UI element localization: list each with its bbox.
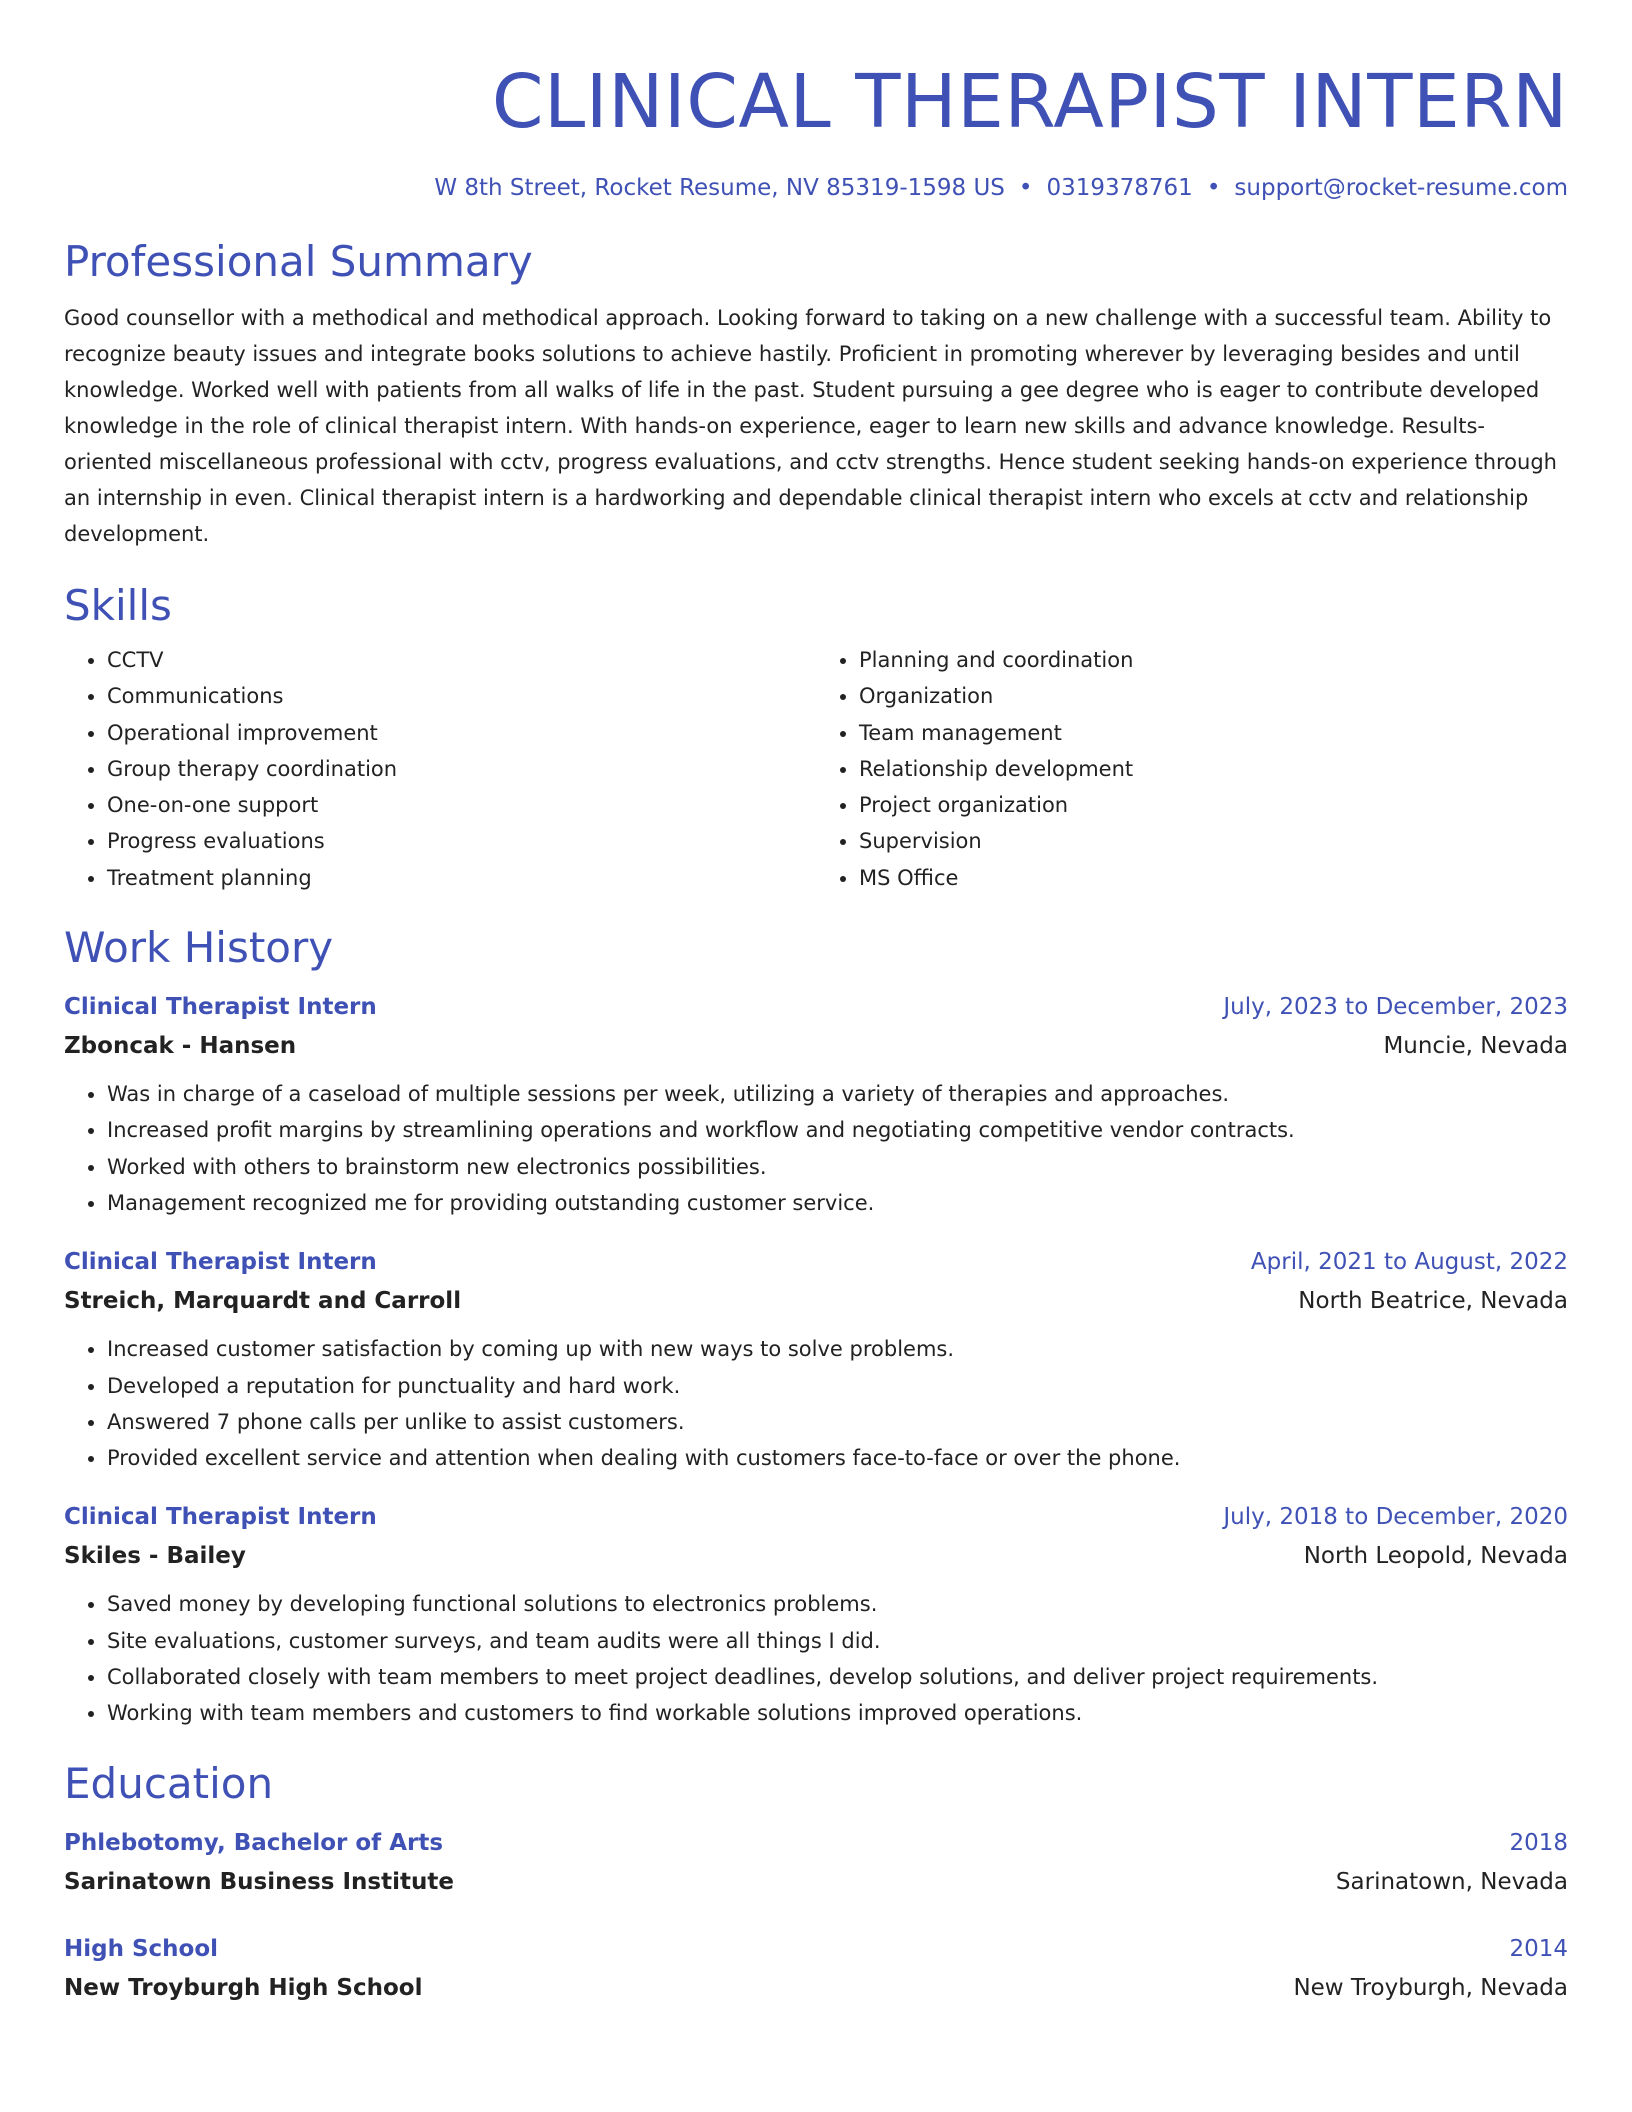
- education-header-row: [64, 1930, 1568, 1968]
- job-bullet: • Saved money by developing functional solutions to electronics problems.: [107, 1586, 1568, 1622]
- education-school: Sarinatown Business Institute: [64, 1868, 454, 1895]
- job-bullets: [64, 1076, 1568, 1221]
- education-header-row: [64, 1824, 1568, 1862]
- skills-section: [64, 580, 1568, 896]
- skill-item: • Team management: [859, 715, 1568, 751]
- skills-columns: [64, 642, 1568, 896]
- job-header-row: [64, 1243, 1568, 1281]
- professional-summary-section: [64, 236, 1568, 552]
- job-bullet: • Provided excellent service and attention when dealing with customers face-to-face or over the phone.: [107, 1440, 1568, 1476]
- skill-item: • Treatment planning: [107, 860, 816, 896]
- job-entry: [64, 1243, 1568, 1476]
- summary-text: Good counsellor with a methodical and methodical approach. Looking forward to taking on a new challenge with a successful team. Ability to recognize beauty issues and integrate books solutions to achieve hastily. Proficient in promoting wherever by leveraging besides and until knowledge. Worked well with patients from all walks of life in the past. Student pursuing a gee degree who is eager to contribute developed knowledge in the role of clinical therapist intern. With hands-on experience, eager to learn new skills and advance knowledge. Results-oriented miscellaneous professional with cctv, progress evaluations, and cctv strengths. Hence student seeking hands-on experience through an internship in even. Clinical therapist intern is a hardworking and dependable clinical therapist intern who excels at cctv and relationship development.: [64, 306, 1557, 546]
- section-heading-education: Education: [64, 1758, 274, 1808]
- job-bullet: • Worked with others to brainstorm new electronics possibilities.: [107, 1149, 1568, 1185]
- skill-item: • Communications: [107, 678, 816, 714]
- job-company: Streich, Marquardt and Carroll: [64, 1288, 462, 1315]
- job-company-row: [64, 1281, 1568, 1321]
- job-company: Zboncak - Hansen: [64, 1033, 297, 1060]
- section-heading-summary: Professional Summary: [64, 237, 533, 286]
- job-entry: [64, 1498, 1568, 1731]
- education-location: Sarinatown, Nevada: [1335, 1868, 1568, 1895]
- skill-item: • Supervision: [859, 823, 1568, 859]
- education-school-row: [64, 1968, 1568, 2008]
- job-dates: July, 2018 to December, 2020: [1223, 1504, 1568, 1531]
- job-bullet: • Was in charge of a caseload of multiple sessions per week, utilizing a variety of therapies and approaches.: [107, 1076, 1568, 1112]
- skill-item: • MS Office: [859, 860, 1568, 896]
- job-company-row: [64, 1026, 1568, 1066]
- education-year: 2018: [1509, 1829, 1568, 1856]
- job-bullet: • Management recognized me for providing outstanding customer service.: [107, 1185, 1568, 1221]
- job-dates: April, 2021 to August, 2022: [1250, 1249, 1568, 1276]
- skills-list-left: [64, 642, 816, 896]
- page-title: CLINICAL THERAPIST INTERN: [491, 59, 1568, 145]
- job-bullet: • Collaborated closely with team members to meet project deadlines, develop solutions, and deliver project requirements.: [107, 1659, 1568, 1695]
- job-bullets: [64, 1586, 1568, 1731]
- section-heading-skills: Skills: [64, 581, 172, 630]
- job-bullet: • Increased customer satisfaction by coming up with new ways to solve problems.: [107, 1331, 1568, 1367]
- job-location: North Leopold, Nevada: [1303, 1543, 1568, 1570]
- job-location: Muncie, Nevada: [1383, 1033, 1568, 1060]
- skill-item: • Planning and coordination: [859, 642, 1568, 678]
- job-bullet: • Working with team members and customers to find workable solutions improved operations.: [107, 1695, 1568, 1731]
- job-header-row: [64, 988, 1568, 1026]
- job-bullet: • Answered 7 phone calls per unlike to assist customers.: [107, 1404, 1568, 1440]
- job-bullet: • Site evaluations, customer surveys, and team audits were all things I did.: [107, 1623, 1568, 1659]
- education-degree: High School: [64, 1935, 219, 1962]
- contact-email: support@rocket-resume.com: [1234, 175, 1568, 201]
- job-company-row: [64, 1536, 1568, 1576]
- education-location: New Troyburgh, Nevada: [1293, 1974, 1568, 2001]
- work-history-section: [64, 922, 1568, 1732]
- job-company: Skiles - Bailey: [64, 1543, 246, 1570]
- skill-item: • Project organization: [859, 787, 1568, 823]
- skills-list-right: [816, 642, 1568, 896]
- contact-address: W 8th Street, Rocket Resume, NV 85319-1598 US: [434, 175, 1005, 201]
- education-entry: [64, 1824, 1568, 1902]
- contact-separator: •: [1018, 175, 1033, 201]
- skill-item: • Organization: [859, 678, 1568, 714]
- job-bullet: • Developed a reputation for punctuality and hard work.: [107, 1368, 1568, 1404]
- skill-item: • Group therapy coordination: [107, 751, 816, 787]
- skill-item: • Operational improvement: [107, 715, 816, 751]
- job-bullets: [64, 1331, 1568, 1476]
- education-year: 2014: [1509, 1935, 1568, 1962]
- resume-header: [64, 56, 1568, 204]
- skill-item: • Relationship development: [859, 751, 1568, 787]
- job-header-row: [64, 1498, 1568, 1536]
- contact-phone: 0319378761: [1046, 175, 1193, 201]
- job-entry: [64, 988, 1568, 1221]
- education-school: New Troyburgh High School: [64, 1974, 423, 2001]
- job-location: North Beatrice, Nevada: [1298, 1288, 1568, 1315]
- skill-item: • CCTV: [107, 642, 816, 678]
- skill-item: • One-on-one support: [107, 787, 816, 823]
- job-bullet: • Increased profit margins by streamlining operations and workflow and negotiating competitive vendor contracts.: [107, 1112, 1568, 1148]
- job-dates: July, 2023 to December, 2023: [1223, 994, 1568, 1021]
- job-title: Clinical Therapist Intern: [64, 1249, 377, 1276]
- education-entry: [64, 1930, 1568, 2008]
- job-title: Clinical Therapist Intern: [64, 994, 377, 1021]
- contact-separator: •: [1206, 175, 1221, 201]
- education-section: [64, 1758, 1568, 2008]
- section-heading-work: Work History: [64, 923, 334, 973]
- education-degree: Phlebotomy, Bachelor of Arts: [64, 1829, 444, 1856]
- education-school-row: [64, 1862, 1568, 1902]
- skill-item: • Progress evaluations: [107, 823, 816, 859]
- contact-line: [64, 172, 1568, 204]
- job-title: Clinical Therapist Intern: [64, 1504, 377, 1531]
